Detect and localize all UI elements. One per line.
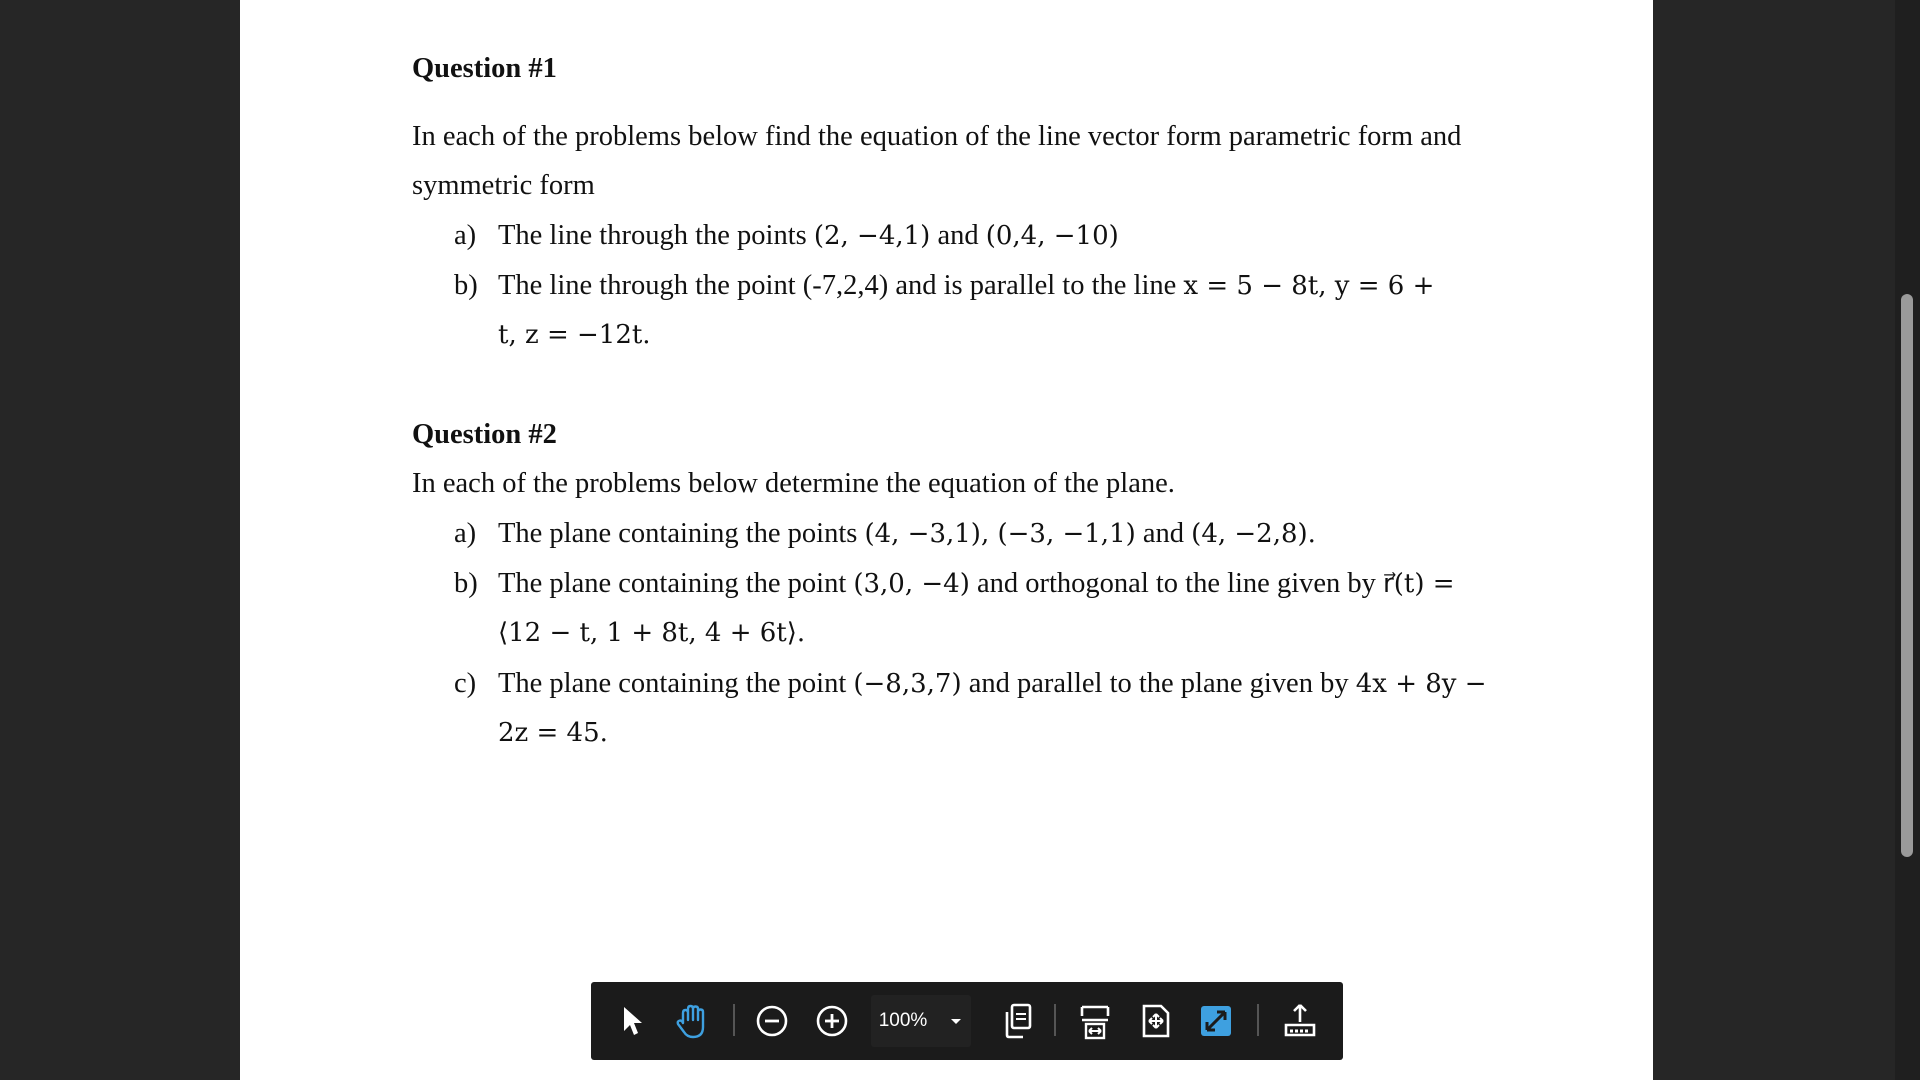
toolbar-separator — [1257, 1004, 1259, 1036]
question-1-title: Question #1 — [412, 53, 557, 84]
page-view-icon — [1001, 1002, 1035, 1040]
question-1-item-b — [498, 270, 1434, 302]
document-page — [240, 0, 1653, 1080]
question-1-item-a-label: a) — [454, 220, 477, 251]
question-2-item-a-label: a) — [454, 518, 477, 549]
question-2-item-c-math-1: (−8,3,7) — [853, 669, 962, 699]
question-1-item-a-math-1: (2, −4,1) — [813, 221, 931, 251]
fit-page-icon — [1139, 1002, 1173, 1040]
question-1-item-b-math-2: t, z = −12t. — [498, 320, 651, 350]
question-2-item-c-text-2: and parallel to the plane given by — [961, 668, 1356, 699]
page-view-button[interactable] — [996, 995, 1040, 1047]
vertical-scrollbar[interactable] — [1895, 0, 1920, 1080]
question-2-item-a-math-1: (4, −3,1), (−3, −1,1) — [864, 519, 1136, 549]
fullscreen-button[interactable] — [1194, 995, 1238, 1047]
question-2-item-b-math-3: ⟨12 − t, 1 + 8t, 4 + 6t⟩. — [498, 618, 806, 648]
question-2-item-b-text-1: The plane containing the point — [498, 568, 854, 599]
question-2-item-c-math-3: 2z = 45. — [498, 718, 608, 748]
select-tool-button[interactable] — [613, 995, 653, 1047]
question-2-item-b-math-2: r⃗(t) = — [1383, 569, 1455, 599]
toolbar-separator — [733, 1004, 735, 1036]
zoom-in-icon — [815, 1004, 849, 1038]
question-2-item-c-text-1: The plane containing the point — [498, 668, 854, 699]
zoom-level-value: 100% — [878, 1010, 928, 1031]
zoom-dropdown-icon — [949, 1016, 963, 1026]
question-1-item-b-math-1: x = 5 − 8t, y = 6 + — [1183, 271, 1435, 301]
toolbar-separator — [1054, 1004, 1056, 1036]
question-2-item-c — [498, 668, 1487, 700]
question-2-title: Question #2 — [412, 419, 557, 450]
question-2-item-b-math-1: (3,0, −4) — [853, 569, 970, 599]
question-2-item-c-label: c) — [454, 668, 477, 699]
share-export-icon — [1281, 1002, 1319, 1040]
fit-width-icon — [1078, 1001, 1112, 1041]
fit-page-button[interactable] — [1134, 995, 1178, 1047]
fit-width-button[interactable] — [1073, 995, 1117, 1047]
question-1-item-a-math-2: (0,4, −10) — [985, 221, 1119, 251]
zoom-out-button[interactable] — [752, 995, 792, 1047]
fullscreen-icon — [1199, 1004, 1233, 1038]
zoom-out-icon — [755, 1004, 789, 1038]
zoom-level-select[interactable] — [871, 995, 971, 1047]
question-2-item-a-math-2: (4, −2,8). — [1191, 519, 1316, 549]
share-export-button[interactable] — [1276, 995, 1324, 1047]
question-1-intro-line-1: In each of the problems below find the equation of the line vector form parametric form and — [412, 121, 1462, 152]
question-2-item-a — [498, 518, 1316, 550]
question-1-item-b-text: The line through the point (-7,2,4) and is parallel to the line — [498, 270, 1184, 301]
question-1-intro-line-2: symmetric form — [412, 170, 595, 201]
question-1-item-a-and: and — [930, 220, 986, 251]
question-2-intro: In each of the problems below determine the equation of the plane. — [412, 468, 1175, 499]
select-arrow-icon — [621, 1005, 645, 1037]
floating-toolbar — [591, 982, 1343, 1060]
question-1-item-a — [498, 220, 1119, 252]
question-2-item-b-label: b) — [454, 568, 478, 599]
question-2-item-a-text: The plane containing the points — [498, 518, 865, 549]
question-1-item-a-text: The line through the points — [498, 220, 814, 251]
hand-pan-icon — [673, 1001, 713, 1041]
question-2-item-c-math-2: 4x + 8y − — [1355, 669, 1487, 699]
hand-tool-button[interactable] — [669, 995, 717, 1047]
question-2-item-b — [498, 568, 1455, 600]
zoom-in-button[interactable] — [812, 995, 852, 1047]
question-2-item-b-text-2: and orthogonal to the line given by — [969, 568, 1384, 599]
scrollbar-thumb[interactable] — [1901, 294, 1913, 857]
question-2-item-a-and: and — [1135, 518, 1192, 549]
question-1-item-b-label: b) — [454, 270, 478, 301]
